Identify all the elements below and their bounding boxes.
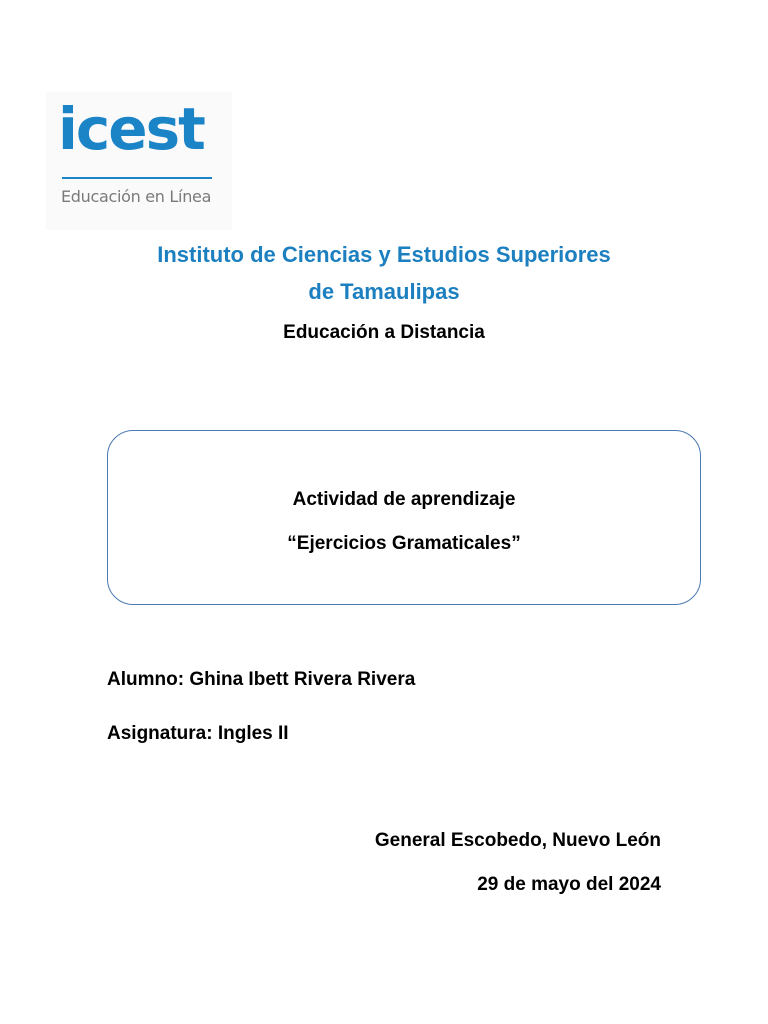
institution-title-line1: Instituto de Ciencias y Estudios Superiores (157, 242, 611, 267)
activity-label: Actividad de aprendizaje (292, 489, 516, 510)
logo-divider (62, 177, 212, 179)
subject-name: Asignatura: Ingles II (107, 723, 289, 744)
logo-wordmark: icest (58, 95, 204, 163)
institution-title (0, 236, 768, 310)
activity-box (107, 430, 701, 605)
icest-logo (46, 92, 232, 230)
date-text: 29 de mayo del 2024 (477, 874, 661, 895)
modality-subtitle: Educación a Distancia (283, 322, 485, 343)
student-name: Alumno: Ghina Ibett Rivera Rivera (107, 669, 416, 690)
place-text: General Escobedo, Nuevo León (374, 830, 661, 851)
institution-title-line2: de Tamaulipas (308, 279, 460, 304)
activity-name: “Ejercicios Gramaticales” (287, 533, 521, 554)
logo-tagline: Educación en Línea (61, 187, 212, 206)
